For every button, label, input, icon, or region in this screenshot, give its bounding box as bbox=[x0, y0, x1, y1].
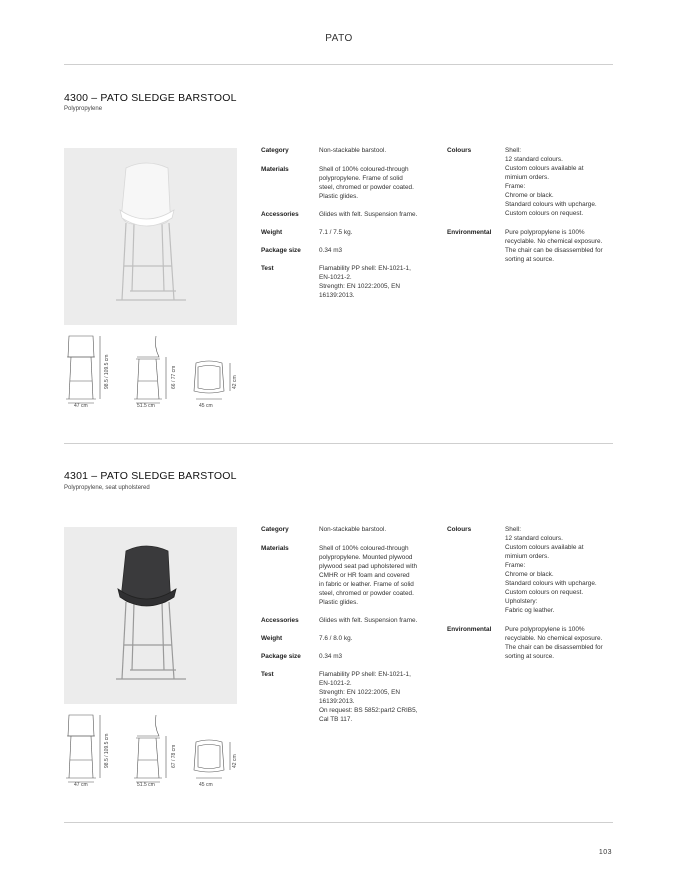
spec-label-colours: Colours bbox=[447, 526, 472, 533]
spec-value-colours: Shell: 12 standard colours. Custom colours available at mimium orders. Frame: Chrome or black. Standard colours with upcharge. Custom colours on request. Upholstery: Fabric og leather. bbox=[505, 526, 597, 614]
spec-value-category: Non-stackable barstool. bbox=[319, 526, 387, 533]
dim-side-seat-height: 67 / 78 cm bbox=[171, 744, 177, 768]
dimension-drawings bbox=[64, 712, 264, 792]
spec-label-materials: Materials bbox=[261, 166, 289, 173]
bottom-divider bbox=[64, 822, 613, 823]
dimension-sketches bbox=[64, 712, 264, 784]
product-subtitle: Polypropylene bbox=[64, 106, 103, 112]
spec-value-environmental: Pure polypropylene is 100% recyclable. No chemical exposure. The chair can be disassembled for sorting at source. bbox=[505, 229, 603, 263]
product-subtitle: Polypropylene, seat upholstered bbox=[64, 485, 150, 491]
spec-value-accessories: Glides with felt. Suspension frame. bbox=[319, 211, 418, 218]
spec-label-category: Category bbox=[261, 147, 289, 154]
dimension-drawings bbox=[64, 333, 264, 413]
spec-label-accessories: Accessories bbox=[261, 617, 299, 624]
dim-top-width: 45 cm bbox=[199, 403, 213, 409]
product-photo bbox=[64, 148, 237, 325]
spec-value-weight: 7.6 / 8.0 kg. bbox=[319, 635, 353, 642]
spec-value-test: Flamability PP shell: EN-1021-1, EN-1021-2. Strength: EN 1022:2005, EN 16139:2013. On request: BS 5852:part2 CRIB5, Cal TB 117. bbox=[319, 671, 418, 723]
spec-value-package-size: 0.34 m3 bbox=[319, 247, 343, 254]
spec-label-accessories: Accessories bbox=[261, 211, 299, 218]
dim-side-depth: 51.5 cm bbox=[137, 782, 155, 788]
spec-value-category: Non-stackable barstool. bbox=[319, 147, 387, 154]
dim-front-height: 98.5 / 109.5 cm bbox=[104, 354, 110, 389]
spec-label-materials: Materials bbox=[261, 545, 289, 552]
spec-label-environmental: Environmental bbox=[447, 626, 492, 633]
spec-label-category: Category bbox=[261, 526, 289, 533]
dimension-sketches bbox=[64, 333, 264, 405]
spec-value-environmental: Pure polypropylene is 100% recyclable. No chemical exposure. The chair can be disassembled for sorting at source. bbox=[505, 626, 603, 660]
dim-front-width: 47 cm bbox=[74, 782, 88, 788]
brand-header: PATO bbox=[325, 33, 353, 44]
spec-value-weight: 7.1 / 7.5 kg. bbox=[319, 229, 353, 236]
section-divider bbox=[64, 443, 613, 444]
spec-label-colours: Colours bbox=[447, 147, 472, 154]
dim-top-depth: 42 cm bbox=[232, 754, 238, 768]
spec-value-materials: Shell of 100% coloured-through polypropylene. Frame of solid steel, chromed or powder coated. Plastic glides. bbox=[319, 166, 414, 200]
dim-side-depth: 51.5 cm bbox=[137, 403, 155, 409]
product-photo bbox=[64, 527, 237, 704]
spec-label-package-size: Package size bbox=[261, 653, 301, 660]
spec-value-materials: Shell of 100% coloured-through polypropylene. Mounted plywood plywood seat pad upholstered with CMHR or HR foam and covered in fabric or leather. Frame of solid steel, chromed or powder coated. Plastic glides. bbox=[319, 545, 418, 606]
spec-value-package-size: 0.34 m3 bbox=[319, 653, 343, 660]
top-divider bbox=[64, 64, 613, 65]
dim-front-width: 47 cm bbox=[74, 403, 88, 409]
spec-label-test: Test bbox=[261, 671, 274, 678]
page-number: 103 bbox=[598, 849, 612, 856]
dim-front-height: 98.5 / 109.5 cm bbox=[104, 733, 110, 768]
dim-top-width: 45 cm bbox=[199, 782, 213, 788]
product-title: 4301 – PATO SLEDGE BARSTOOL bbox=[64, 470, 237, 482]
dim-side-seat-height: 66 / 77 cm bbox=[171, 365, 177, 389]
spec-label-package-size: Package size bbox=[261, 247, 301, 254]
spec-label-test: Test bbox=[261, 265, 274, 272]
spec-value-test: Flamability PP shell: EN-1021-1, EN-1021-2. Strength: EN 1022:2005, EN 16139:2013. bbox=[319, 265, 411, 299]
spec-value-accessories: Glides with felt. Suspension frame. bbox=[319, 617, 418, 624]
dim-top-depth: 42 cm bbox=[232, 375, 238, 389]
spec-label-environmental: Environmental bbox=[447, 229, 492, 236]
spec-value-colours: Shell: 12 standard colours. Custom colours available at mimium orders. Frame: Chrome or black. Standard colours with upcharge. Custom colours on request. bbox=[505, 147, 597, 217]
spec-label-weight: Weight bbox=[261, 635, 283, 642]
product-title: 4300 – PATO SLEDGE BARSTOOL bbox=[64, 92, 237, 104]
seat-shell bbox=[122, 546, 171, 603]
spec-label-weight: Weight bbox=[261, 229, 283, 236]
